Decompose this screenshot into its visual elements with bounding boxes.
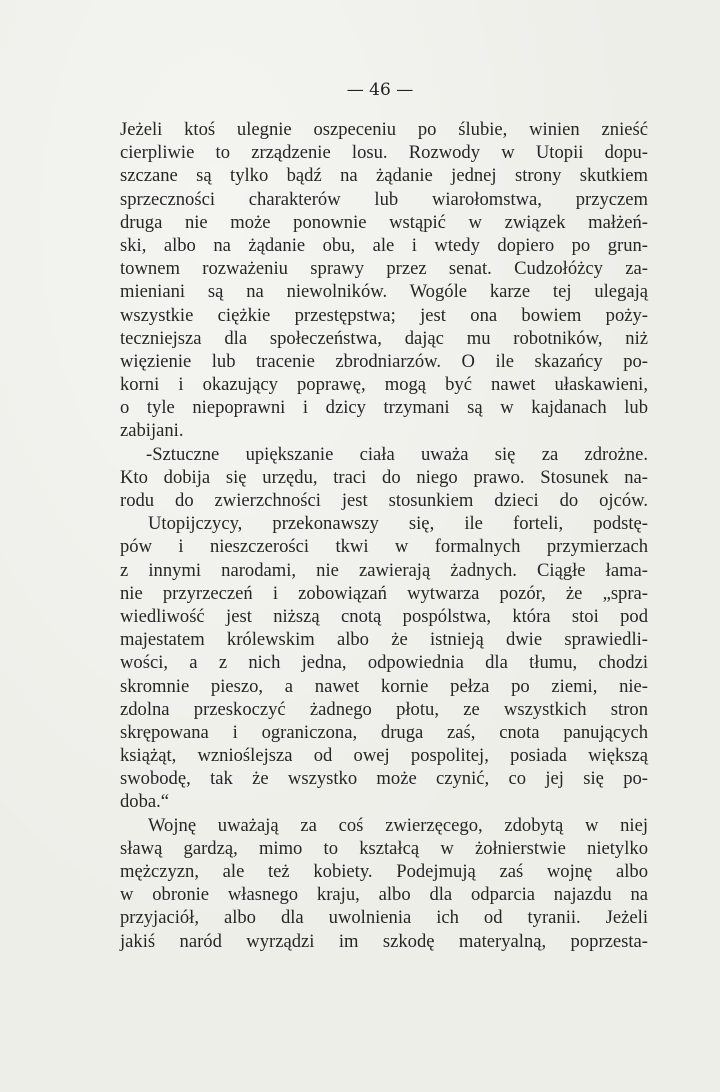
text-line: przyjaciół, albo dla uwolnienia ich od tyranii. Jeżeli — [120, 907, 648, 929]
text-line: w obronie własnego kraju, albo dla odparcia najazdu na — [120, 884, 648, 906]
text-line: nie przyrzeczeń i zobowiązań wytwarza pozór, że „spra- — [120, 582, 648, 604]
text-line: sprzeczności charakterów lub wiarołomstwa, przyczem — [120, 188, 648, 210]
text-line: zdolna przeskoczyć żadnego płotu, ze wszystkich stron — [120, 698, 648, 720]
text-line: Utopijczycy, przekonawszy się, ile forteli, podstę- — [148, 513, 648, 535]
text-line: swobodę, tak że wszystko może czynić, co jej się po- — [120, 768, 648, 790]
text-line: wiedliwość jest niższą cnotą pospólstwa, która stoi pod — [120, 605, 648, 627]
text-line: skrępowana i ograniczona, druga zaś, cnota panujących — [120, 721, 648, 743]
text-line: sławą gardzą, mimo to kształcą w żołnierstwie nietylko — [120, 837, 648, 859]
paragraph — [120, 512, 648, 813]
body-text — [120, 118, 648, 953]
text-line: Kto dobija się urzędu, traci do niego prawo. Stosunek na- — [120, 466, 648, 488]
text-line: mężczyzn, ale też kobiety. Podejmują zaś wojnę albo — [120, 861, 648, 882]
text-line: wszystkie ciężkie przestępstwa; jest ona bowiem poży- — [120, 304, 648, 326]
text-line: o tyle niepoprawni i dzicy trzymani są w kajdanach lub — [120, 397, 648, 419]
text-line: zabijani. — [120, 420, 184, 442]
text-line: ski, albo na żądanie obu, ale i wtedy dopiero po grun- — [120, 234, 648, 256]
text-line: pów i nieszczerości tkwi w formalnych przymierzach — [120, 536, 648, 558]
text-line: korni i okazujący poprawę, mogą być nawet ułaskawieni, — [120, 374, 648, 396]
paragraph — [120, 118, 648, 443]
paragraph — [120, 443, 648, 513]
text-line: książąt, wznioślejsza od owej pospolitej, posiada większą — [120, 745, 648, 767]
text-line: townem rozważeniu sprawy przez senat. Cudzołóżcy za- — [120, 258, 648, 280]
text-line: mieniani są na niewolników. Wogóle karze tej ulegają — [120, 281, 648, 303]
text-line: majestatem królewskim albo że istnieją dwie sprawiedli- — [120, 629, 648, 651]
text-line: druga nie może ponownie wstąpić w związek małżeń- — [120, 211, 648, 233]
text-line: jakiś naród wyrządzi im szkodę materyalną, poprzesta- — [120, 930, 648, 952]
text-line: cierpliwie to zrządzenie losu. Rozwody w Utopii dopu- — [120, 142, 648, 164]
text-line: skromnie pieszo, a nawet kornie pełza po ziemi, nie- — [120, 675, 648, 697]
text-line: rodu do zwierzchności jest stosunkiem dzieci do ojców. — [120, 490, 648, 511]
text-line: Wojnę uważają za coś zwierzęcego, zdobytą w niej — [148, 814, 648, 836]
text-line: teczniejsza dla społeczeństwa, dając mu robotników, niż — [120, 327, 648, 349]
text-line: Jeżeli ktoś ulegnie oszpeceniu po ślubie, winien znieść — [120, 119, 648, 140]
page-number: — 46 — — [346, 80, 414, 100]
text-line: szczane są tylko bądź na żądanie jednej strony skutkiem — [120, 165, 648, 187]
text-line: z innymi narodami, nie zawierają żadnych. Ciągłe łama- — [120, 559, 648, 581]
paragraph — [120, 814, 648, 953]
text-line: doba.“ — [120, 791, 170, 813]
text-line: więzienie lub tracenie zbrodniarzów. O ile skazańcy po- — [120, 350, 648, 372]
text-line: -Sztuczne upiększanie ciała uważa się za zdrożne. — [146, 443, 648, 465]
text-line: wości, a z nich jedna, odpowiednia dla tłumu, chodzi — [120, 652, 648, 674]
